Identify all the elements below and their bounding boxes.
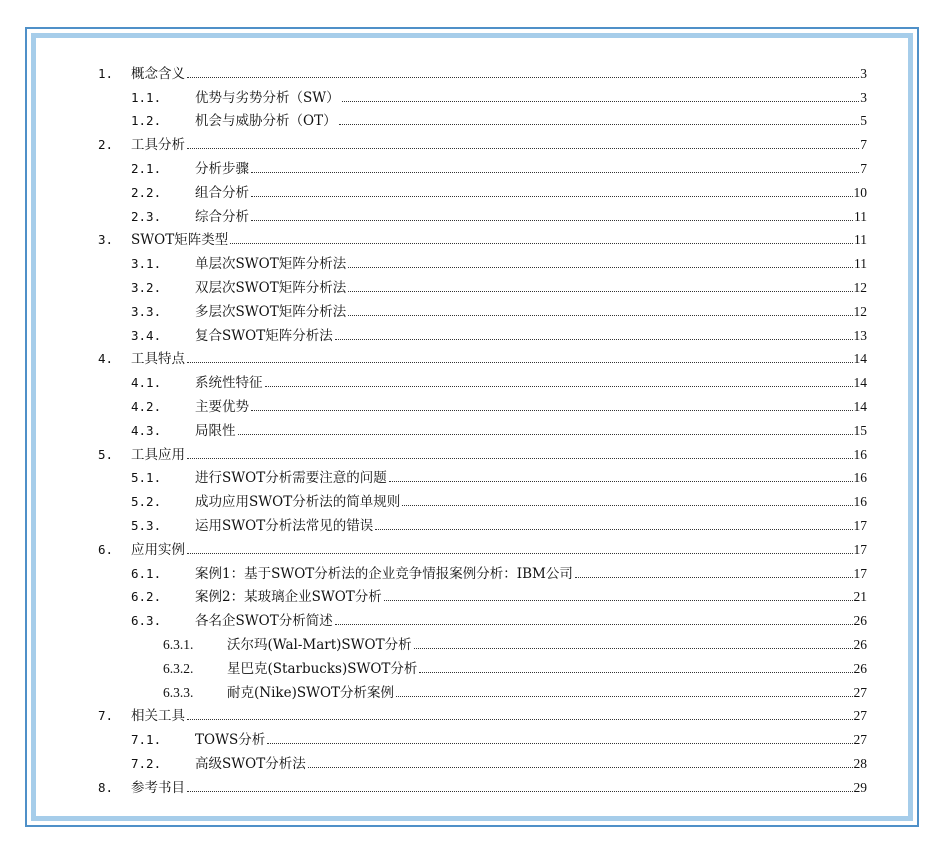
toc-entry-page: 12: [853, 279, 867, 295]
toc-leader-dots: [265, 386, 853, 387]
toc-entry-title[interactable]: 复合SWOT矩阵分析法: [195, 327, 333, 344]
toc-entry-title[interactable]: 工具特点: [131, 351, 185, 368]
toc-entry[interactable]: [98, 416, 867, 440]
toc-entry[interactable]: [98, 773, 867, 797]
toc-entry-page: 16: [853, 494, 867, 510]
toc-entry[interactable]: [98, 749, 867, 773]
toc-entry-page: 16: [853, 470, 867, 486]
toc-entry-page: 27: [853, 684, 867, 700]
toc-entry-number: 3.1.: [131, 256, 162, 272]
toc-entry-number: 6.3.2.: [163, 660, 194, 676]
toc-entry-page: 17: [853, 541, 867, 557]
toc-entry-number: 6.: [98, 541, 114, 557]
toc-entry-title[interactable]: 概念含义: [131, 65, 185, 82]
toc-entry[interactable]: [98, 464, 867, 488]
toc-entry-number: 2.1.: [131, 160, 162, 176]
toc-leader-dots: [335, 339, 853, 340]
toc-leader-dots: [348, 315, 852, 316]
toc-entry[interactable]: [98, 678, 867, 702]
toc-entry-title[interactable]: 运用SWOT分析法常见的错误: [195, 517, 374, 534]
toc-entry-number: 3.4.: [131, 327, 162, 343]
toc-entry-title[interactable]: SWOT矩阵类型: [131, 232, 229, 249]
toc-entry-number: 1.1.: [131, 89, 162, 105]
toc-entry-title[interactable]: 单层次SWOT矩阵分析法: [195, 256, 347, 273]
toc-leader-dots: [335, 624, 853, 625]
toc-entry-title[interactable]: 多层次SWOT矩阵分析法: [195, 303, 347, 320]
toc-leader-dots: [375, 529, 852, 530]
toc-entry[interactable]: [98, 297, 867, 321]
toc-entry[interactable]: [98, 440, 867, 464]
toc-entry[interactable]: [98, 559, 867, 583]
toc-leader-dots: [339, 124, 860, 125]
toc-entry-page: 3: [860, 89, 867, 105]
toc-entry[interactable]: [98, 83, 867, 107]
toc-entry-number: 5.1.: [131, 470, 162, 486]
toc-leader-dots: [187, 553, 853, 554]
toc-entry-title[interactable]: 参考书目: [131, 779, 185, 796]
toc-leader-dots: [251, 196, 853, 197]
toc-entry[interactable]: [98, 59, 867, 83]
toc-entry-number: 4.1.: [131, 375, 162, 391]
toc-entry-number: 6.2.: [131, 589, 162, 605]
toc-entry-page: 13: [853, 327, 867, 343]
toc-entry[interactable]: [98, 583, 867, 607]
toc-entry-page: 21: [853, 589, 867, 605]
toc-entry-page: 10: [853, 184, 867, 200]
toc-entry-page: 5: [860, 113, 867, 129]
toc-leader-dots: [419, 672, 852, 673]
toc-entry[interactable]: [98, 511, 867, 535]
toc-entry-title[interactable]: TOWS分析: [195, 732, 266, 749]
toc-entry-page: 26: [853, 636, 867, 652]
toc-entry-page: 11: [854, 232, 867, 248]
toc-entry[interactable]: [98, 202, 867, 226]
toc-leader-dots: [575, 577, 853, 578]
toc-entry-title[interactable]: 主要优势: [195, 398, 249, 415]
toc-leader-dots: [389, 481, 853, 482]
toc-entry-page: 17: [853, 517, 867, 533]
toc-entry-title[interactable]: 工具应用: [131, 446, 185, 463]
toc-entry-page: 15: [853, 422, 867, 438]
toc-entry-title[interactable]: 双层次SWOT矩阵分析法: [195, 279, 347, 296]
toc-leader-dots: [414, 648, 853, 649]
toc-leader-dots: [396, 696, 852, 697]
toc-leader-dots: [187, 458, 853, 459]
toc-entry-number: 3.: [98, 232, 114, 248]
toc-entry-title[interactable]: 高级SWOT分析法: [195, 755, 306, 772]
toc-entry-number: 4.2.: [131, 398, 162, 414]
toc-entry[interactable]: [98, 654, 867, 678]
toc-leader-dots: [187, 77, 859, 78]
toc-entry-page: 14: [853, 351, 867, 367]
toc-entry[interactable]: [98, 154, 867, 178]
toc-entry-number: 1.: [98, 65, 114, 81]
toc-entry[interactable]: [98, 725, 867, 749]
toc-entry[interactable]: [98, 178, 867, 202]
toc-entry[interactable]: [98, 273, 867, 297]
toc-entry-number: 3.2.: [131, 279, 162, 295]
toc-entry-page: 27: [853, 708, 867, 724]
toc-leader-dots: [187, 719, 853, 720]
toc-entry-page: 7: [860, 160, 867, 176]
toc-leader-dots: [251, 220, 853, 221]
toc-entry-page: 12: [853, 303, 867, 319]
toc-entry-number: 6.1.: [131, 565, 162, 581]
toc-entry[interactable]: [98, 249, 867, 273]
toc-entry[interactable]: [98, 630, 867, 654]
toc-entry-page: 11: [854, 256, 867, 272]
toc-entry-number: 6.3.3.: [163, 684, 194, 700]
toc-entry-page: 29: [853, 779, 867, 795]
toc-entry-number: 7.: [98, 708, 114, 724]
toc-entry-page: 14: [853, 375, 867, 391]
toc-entry-page: 27: [853, 732, 867, 748]
toc-entry-title[interactable]: 案例2：某玻璃企业SWOT分析: [195, 589, 382, 606]
toc-entry-number: 2.: [98, 137, 114, 153]
toc-entry-page: 3: [860, 65, 867, 81]
toc-entry[interactable]: [98, 345, 867, 369]
toc-entry-page: 16: [853, 446, 867, 462]
toc-entry[interactable]: [98, 321, 867, 345]
toc-entry-page: 26: [853, 613, 867, 629]
toc-entry[interactable]: [98, 107, 867, 131]
toc-entry-number: 8.: [98, 779, 114, 795]
toc-entry-number: 2.2.: [131, 184, 162, 200]
toc-leader-dots: [384, 600, 853, 601]
toc-leader-dots: [187, 148, 859, 149]
toc-entry-number: 2.3.: [131, 208, 162, 224]
toc-leader-dots: [308, 767, 853, 768]
toc-entry-title[interactable]: 组合分析: [195, 184, 249, 201]
toc-entry[interactable]: [98, 368, 867, 392]
toc-entry-number: 4.3.: [131, 422, 162, 438]
toc-entry[interactable]: [98, 702, 867, 726]
toc-leader-dots: [238, 434, 853, 435]
toc-entry[interactable]: [98, 535, 867, 559]
toc-entry[interactable]: [98, 487, 867, 511]
toc-entry-page: 14: [853, 398, 867, 414]
toc-entry-number: 3.3.: [131, 303, 162, 319]
toc-entry[interactable]: [98, 606, 867, 630]
toc-entry-title[interactable]: 应用实例: [131, 541, 185, 558]
toc-entry[interactable]: [98, 226, 867, 250]
toc-entry-title[interactable]: 局限性: [195, 422, 236, 439]
toc-leader-dots: [342, 101, 860, 102]
toc-leader-dots: [348, 291, 852, 292]
toc-entry-number: 5.: [98, 446, 114, 462]
toc-entry-title[interactable]: 各名企SWOT分析简述: [195, 613, 333, 630]
toc-entry[interactable]: [98, 130, 867, 154]
toc-entry-title[interactable]: 进行SWOT分析需要注意的问题: [195, 470, 387, 487]
toc-entry-number: 6.3.1.: [163, 636, 194, 652]
toc-entry-title[interactable]: 分析步骤: [195, 160, 249, 177]
toc-entry-title[interactable]: 综合分析: [195, 208, 249, 225]
toc-leader-dots: [251, 410, 853, 411]
toc-entry-page: 7: [860, 137, 867, 153]
toc-entry-title[interactable]: 耐克(Nike)SWOT分析案例: [227, 684, 395, 701]
toc-entry-title[interactable]: 相关工具: [131, 708, 185, 725]
toc-entry-title[interactable]: 成功应用SWOT分析法的简单规则: [195, 494, 401, 511]
toc-entry-number: 7.2.: [131, 755, 162, 771]
toc-leader-dots: [230, 243, 853, 244]
toc-entry-number: 5.2.: [131, 494, 162, 510]
toc-leader-dots: [187, 362, 853, 363]
toc-leader-dots: [187, 791, 853, 792]
toc-entry-number: 4.: [98, 351, 114, 367]
toc-leader-dots: [267, 743, 852, 744]
toc-entry-title[interactable]: 机会与威胁分析（OT）: [195, 113, 337, 130]
toc-entry-number: 7.1.: [131, 732, 162, 748]
toc-leader-dots: [348, 267, 853, 268]
toc-entry-page: 26: [853, 660, 867, 676]
toc-entry-number: 1.2.: [131, 113, 162, 129]
toc-entry-title[interactable]: 案例1：基于SWOT分析法的企业竞争情报案例分析：IBM公司: [195, 565, 573, 582]
toc-entry-title[interactable]: 优势与劣势分析（SW）: [195, 89, 340, 106]
toc-entry-page: 11: [854, 208, 867, 224]
toc-entry-number: 6.3.: [131, 613, 162, 629]
toc-entry-title[interactable]: 工具分析: [131, 137, 185, 154]
toc-leader-dots: [402, 505, 852, 506]
toc-entry-title[interactable]: 系统性特征: [195, 375, 263, 392]
toc-entry[interactable]: [98, 392, 867, 416]
toc-entry-title[interactable]: 星巴克(Starbucks)SWOT分析: [227, 660, 418, 677]
table-of-contents: [98, 59, 867, 797]
toc-entry-number: 5.3.: [131, 517, 162, 533]
toc-entry-page: 28: [853, 755, 867, 771]
toc-leader-dots: [251, 172, 859, 173]
toc-entry-title[interactable]: 沃尔玛(Wal-Mart)SWOT分析: [227, 636, 412, 653]
toc-entry-page: 17: [853, 565, 867, 581]
